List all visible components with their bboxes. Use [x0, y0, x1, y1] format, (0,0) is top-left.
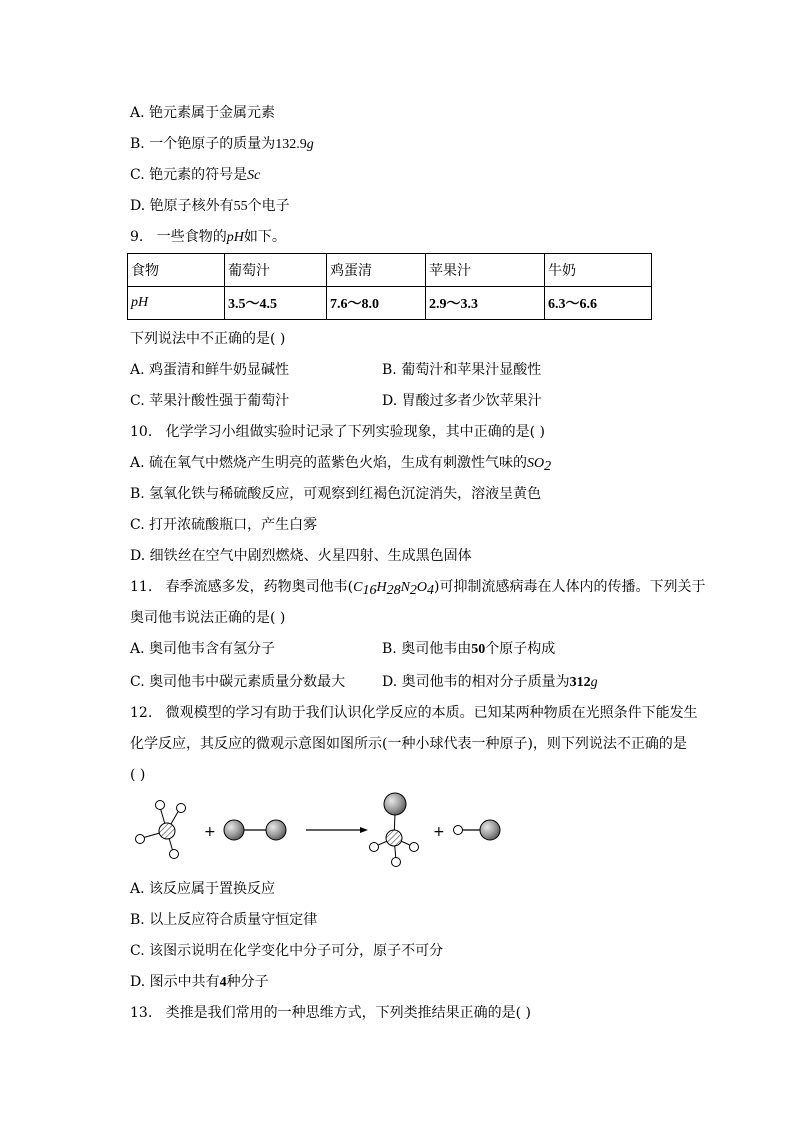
- q9-stem-ph: pH: [226, 230, 244, 245]
- q11-number: 11.: [130, 579, 153, 595]
- q9-stem-post: 如下。: [243, 229, 286, 245]
- q12-option-c: C. 该图示说明在化学变化中分子可分，原子不可分: [130, 943, 444, 959]
- reaction-arrow-icon: [306, 827, 368, 833]
- q8-option-a: A. 铯元素属于金属元素: [130, 105, 276, 121]
- small-atom: [177, 804, 186, 813]
- q9-option-d: D. 胃酸过多者少饮苹果汁: [382, 393, 542, 409]
- table-header-cell: 苹果汁: [426, 254, 545, 287]
- plus-sign: +: [204, 824, 216, 840]
- small-atom: [370, 843, 379, 852]
- q8-option-d: [130, 197, 290, 216]
- table-row: [128, 287, 652, 320]
- table-header-cell: 牛奶: [545, 254, 652, 287]
- q9-stem: [130, 228, 286, 247]
- hatched-atom: [159, 823, 175, 839]
- q8-option-b-unit: g: [306, 137, 314, 152]
- q12-option-d-suffix: 种分子: [226, 974, 269, 990]
- q10-option-a-text: A. 硫在氧气中燃烧产生明亮的蓝紫色火焰，生成有刺激性气味的: [130, 455, 528, 471]
- q12-option-d-number: 4: [219, 975, 227, 990]
- q8-option-d-text: D. 铯原子核外有: [130, 198, 234, 214]
- small-atom: [170, 850, 179, 859]
- q11-option-b-number: 50: [471, 642, 486, 657]
- q11-stem-text: 春季流感多发，药物奥司他韦(: [165, 579, 354, 595]
- q11-option-a: A. 奥司他韦含有氢分子: [130, 641, 276, 657]
- large-atom: [224, 820, 244, 840]
- q8-option-d-number: 55: [233, 199, 248, 214]
- q12-stem-line2: 化学反应，其反应的微观示意图如图所示(一种小球代表一种原子)，则下列说法不正确的是: [130, 736, 687, 752]
- q12-stem-line3: ( ): [130, 767, 146, 783]
- q13-stem: [130, 1004, 531, 1022]
- large-atom: [384, 793, 406, 815]
- q9-question: 下列说法中不正确的是( ): [130, 331, 286, 347]
- q11-option-d-text: D. 奥司他韦的相对分子质量为: [382, 674, 570, 690]
- q10-option-a-formula: SO: [527, 456, 545, 471]
- q11-formula-n: N: [400, 580, 410, 595]
- q10-option-d: D. 细铁丝在空气中剧烈燃烧、火星四射、生成黑色固体: [130, 548, 472, 564]
- q12-stem-line1: [130, 704, 698, 722]
- q10-option-a: [130, 454, 551, 476]
- q11-formula-o: O: [416, 580, 428, 595]
- large-atom: [266, 820, 286, 840]
- q11-option-b-suffix: 个原子构成: [485, 641, 556, 657]
- reactant-molecule-1: [136, 801, 186, 859]
- q11-sub-c: 16: [362, 583, 377, 598]
- reactant-molecule-2: [224, 820, 286, 840]
- q13-stem-text: 类推是我们常用的一种思维方式，下列类推结果正确的是( ): [165, 1005, 531, 1021]
- product-molecule-2: [454, 820, 501, 840]
- small-atom: [410, 843, 419, 852]
- q11-option-c: C. 奥司他韦中碳元素质量分数最大: [130, 674, 346, 690]
- q12-option-d: [130, 973, 269, 992]
- q11-stem: [130, 578, 706, 600]
- q10-stem: [130, 423, 545, 441]
- q11-formula-h: H: [376, 580, 387, 595]
- q10-number: 10.: [130, 424, 153, 440]
- q12-option-b: B. 以上反应符合质量守恒定律: [130, 912, 318, 928]
- q13-number: 13.: [130, 1005, 153, 1021]
- hatched-atom: [386, 830, 402, 846]
- q11-stem-line2: 奥司他韦说法正确的是( ): [130, 610, 286, 626]
- reaction-diagram: [128, 790, 508, 870]
- q8-option-b-value: 132.9: [275, 137, 307, 152]
- q11-stem-post: )可抑制流感病毒在人体内的传播。下列关于: [434, 579, 706, 595]
- q9-number: 9.: [130, 229, 144, 245]
- q12-option-a: A. 该反应属于置换反应: [130, 881, 276, 897]
- q11-formula-c: C: [353, 580, 363, 595]
- table-row-label: pH: [128, 287, 225, 320]
- q10-option-a-subscript: 2: [544, 459, 552, 474]
- q11-option-d-unit: g: [590, 675, 598, 690]
- table-header-row: [128, 254, 652, 287]
- small-atom: [156, 801, 165, 810]
- table-cell: 7.6～8.0: [327, 287, 426, 320]
- q8-option-b-text: B. 一个铯原子的质量为: [130, 136, 276, 152]
- q8-option-c: [130, 166, 260, 185]
- q9-stem-text: 一些食物的: [156, 229, 227, 245]
- q11-option-d: [382, 673, 598, 692]
- plus-sign: +: [433, 824, 445, 840]
- q10-option-b: B. 氢氧化铁与稀硫酸反应，可观察到红褐色沉淀消失，溶液呈黄色: [130, 486, 542, 502]
- q9-option-a: A. 鸡蛋清和鲜牛奶显碱性: [130, 362, 290, 378]
- ph-table: [127, 253, 652, 320]
- small-atom: [136, 835, 145, 844]
- q11-option-d-value: 312: [569, 675, 591, 690]
- q8-option-c-text: C. 铯元素的符号是: [130, 167, 248, 183]
- q12-stem-text: 微观模型的学习有助于我们认识化学反应的本质。已知某两种物质在光照条件下能发生: [165, 705, 698, 721]
- table-cell: 3.5～4.5: [225, 287, 327, 320]
- q9-option-c: C. 苹果汁酸性强于葡萄汁: [130, 393, 290, 409]
- table-cell: 6.3～6.6: [545, 287, 652, 320]
- q11-sub-n: 2: [409, 583, 417, 598]
- q9-option-b: B. 葡萄汁和苹果汁显酸性: [382, 362, 542, 378]
- q11-sub-h: 28: [386, 583, 401, 598]
- large-atom: [480, 820, 500, 840]
- table-header-cell: 葡萄汁: [225, 254, 327, 287]
- q12-option-d-text: D. 图示中共有: [130, 974, 220, 990]
- product-molecule-1: [370, 793, 419, 867]
- table-header-cell: 鸡蛋清: [327, 254, 426, 287]
- q8-option-d-suffix: 个电子: [247, 198, 290, 214]
- small-atom: [454, 826, 463, 835]
- q11-option-b: [382, 640, 555, 659]
- table-header-cell: 食物: [128, 254, 225, 287]
- table-cell: 2.9～3.3: [426, 287, 545, 320]
- q11-sub-o: 4: [427, 583, 435, 598]
- q12-number: 12.: [130, 705, 153, 721]
- q10-option-c: C. 打开浓硫酸瓶口，产生白雾: [130, 517, 318, 533]
- q10-stem-text: 化学学习小组做实验时记录了下列实验现象，其中正确的是( ): [165, 424, 545, 440]
- small-atom: [392, 858, 401, 867]
- q8-option-b: [130, 135, 314, 154]
- q11-option-b-text: B. 奥司他韦由: [382, 641, 472, 657]
- q8-option-c-symbol: Sc: [247, 168, 261, 183]
